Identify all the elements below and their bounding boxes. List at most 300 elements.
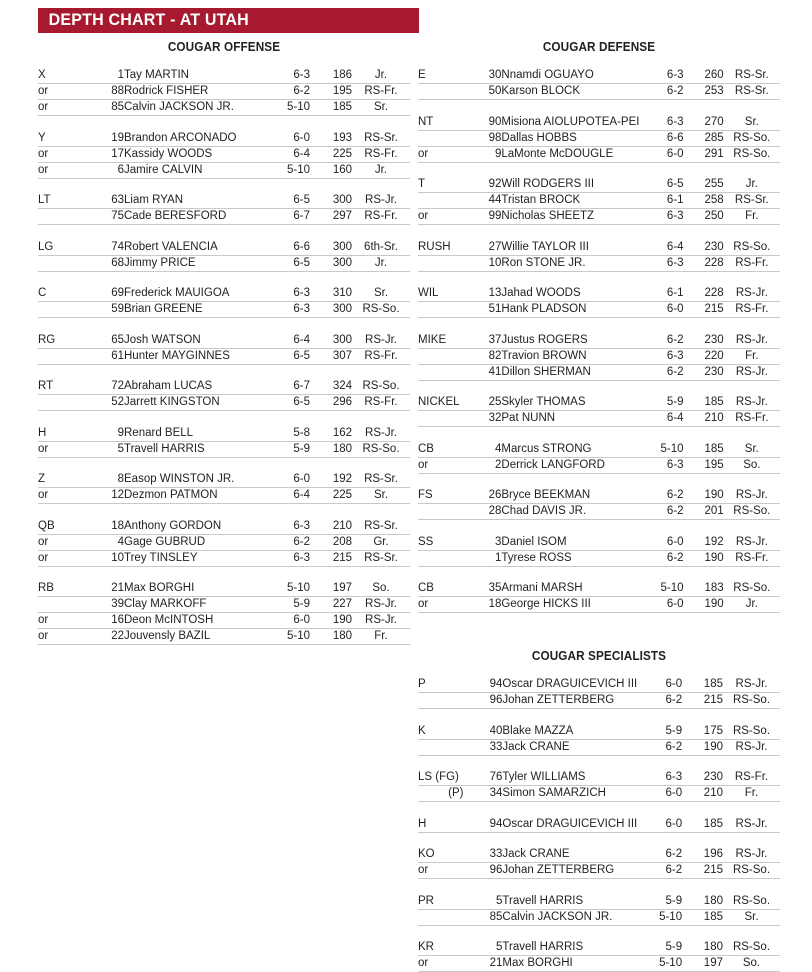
depth-row: [38, 131, 410, 147]
jersey-number-cell: 41: [469, 364, 501, 380]
class-year-cell: Sr.: [724, 115, 780, 131]
player-name-cell: Robert VALENCIA: [124, 240, 264, 256]
class-year-cell: RS-Jr.: [723, 677, 780, 693]
depth-row: [38, 597, 410, 613]
group-spacer: [38, 566, 410, 581]
group-spacer: [418, 566, 780, 581]
depth-row: [418, 302, 780, 318]
position-cell: or: [38, 488, 90, 504]
class-year-cell: RS-So.: [723, 863, 780, 879]
position-cell: [418, 84, 469, 100]
height-cell: 6-2: [637, 693, 682, 709]
class-year-cell: RS-Jr.: [352, 613, 410, 629]
depth-row: [38, 84, 410, 100]
jersey-number-cell: 4: [469, 442, 501, 458]
jersey-number-cell: 85: [90, 100, 124, 116]
position-cell: MIKE: [418, 333, 469, 349]
position-cell: or: [38, 629, 90, 645]
offense-column: [38, 40, 410, 645]
defense-section-title: COUGAR DEFENSE: [542, 40, 656, 54]
depth-row: [38, 348, 410, 364]
depth-row: [38, 395, 410, 411]
jersey-number-cell: 98: [469, 130, 501, 146]
jersey-number-cell: 6: [90, 162, 124, 178]
jersey-number-cell: 5: [469, 940, 502, 956]
class-year-cell: So.: [352, 581, 410, 597]
class-year-cell: RS-Sr.: [352, 472, 410, 488]
player-name-cell: Calvin JACKSON JR.: [502, 909, 637, 925]
weight-cell: 258: [684, 193, 724, 209]
group-spacer: [418, 473, 780, 488]
position-cell: or: [38, 550, 90, 566]
class-year-cell: RS-Sr.: [724, 68, 780, 84]
jersey-number-cell: 85: [469, 909, 502, 925]
position-cell: [38, 209, 90, 225]
position-cell: PR: [418, 894, 469, 910]
weight-cell: 250: [684, 209, 724, 225]
weight-cell: 220: [684, 348, 724, 364]
height-cell: 6-1: [639, 286, 683, 302]
jersey-number-cell: 69: [90, 286, 124, 302]
player-name-cell: Trey TINSLEY: [124, 550, 264, 566]
player-name-cell: Jahad WOODS: [501, 286, 639, 302]
depth-row: [418, 364, 780, 380]
height-cell: 6-3: [637, 770, 682, 786]
depth-row: [38, 550, 410, 566]
group-spacer: [38, 178, 410, 193]
weight-cell: 180: [310, 629, 352, 645]
player-name-cell: Bryce BEEKMAN: [501, 488, 639, 504]
group-spacer-cell: [418, 318, 780, 333]
player-name-cell: Brandon ARCONADO: [124, 131, 264, 147]
depth-row: [418, 581, 780, 597]
position-cell: P: [418, 677, 469, 693]
offense-table-body: [38, 68, 410, 645]
depth-row: [38, 209, 410, 225]
depth-row: [418, 863, 780, 879]
height-cell: 6-2: [639, 84, 683, 100]
height-cell: 6-3: [264, 286, 310, 302]
weight-cell: 185: [682, 677, 723, 693]
player-name-cell: Max BORGHI: [124, 581, 264, 597]
depth-row: [418, 209, 780, 225]
jersey-number-cell: 35: [469, 581, 501, 597]
position-cell: QB: [38, 519, 90, 535]
height-cell: 6-4: [264, 146, 310, 162]
weight-cell: 270: [684, 115, 724, 131]
weight-cell: 197: [310, 581, 352, 597]
height-cell: 6-3: [639, 68, 683, 84]
position-cell: [418, 411, 469, 427]
depth-row: [38, 581, 410, 597]
group-spacer-cell: [38, 566, 410, 581]
group-spacer-cell: [38, 504, 410, 519]
jersey-number-cell: 26: [469, 488, 501, 504]
player-name-cell: Jouvensly BAZIL: [124, 629, 264, 645]
player-name-cell: Rodrick FISHER: [124, 84, 264, 100]
class-year-cell: RS-Jr.: [724, 535, 780, 551]
height-cell: 6-5: [264, 255, 310, 271]
group-spacer: [38, 411, 410, 426]
player-name-cell: George HICKS III: [501, 597, 639, 613]
player-name-cell: Nicholas SHEETZ: [501, 209, 639, 225]
jersey-number-cell: 10: [90, 550, 124, 566]
player-name-cell: Marcus STRONG: [501, 442, 639, 458]
height-cell: 6-0: [264, 131, 310, 147]
specialists-depth-table: [418, 677, 780, 972]
player-name-cell: Dillon SHERMAN: [501, 364, 639, 380]
depth-row: [418, 550, 780, 566]
position-cell: [418, 193, 469, 209]
player-name-cell: Derrick LANGFORD: [501, 457, 639, 473]
jersey-number-cell: 8: [90, 472, 124, 488]
position-cell: KO: [418, 847, 469, 863]
group-spacer-cell: [418, 473, 780, 488]
class-year-cell: RS-So.: [724, 504, 780, 520]
class-year-cell: RS-Jr.: [352, 426, 410, 442]
depth-row: [418, 442, 780, 458]
weight-cell: 190: [684, 597, 724, 613]
jersey-number-cell: 76: [469, 770, 502, 786]
class-year-cell: RS-Fr.: [724, 411, 780, 427]
weight-cell: 190: [682, 739, 723, 755]
player-name-cell: Deon McINTOSH: [124, 613, 264, 629]
height-cell: 5-9: [637, 940, 682, 956]
weight-cell: 185: [684, 395, 724, 411]
depth-row: [38, 472, 410, 488]
weight-cell: 185: [310, 100, 352, 116]
weight-cell: 253: [684, 84, 724, 100]
jersey-number-cell: 33: [469, 739, 502, 755]
position-cell: NT: [418, 115, 469, 131]
player-name-cell: Josh WATSON: [124, 333, 264, 349]
depth-row: [418, 84, 780, 100]
player-name-cell: Travell HARRIS: [502, 940, 637, 956]
height-cell: 6-0: [264, 613, 310, 629]
group-spacer-cell: [418, 832, 780, 847]
jersey-number-cell: 63: [90, 193, 124, 209]
group-spacer-cell: [38, 116, 410, 131]
player-name-cell: Kassidy WOODS: [124, 146, 264, 162]
group-spacer-cell: [418, 380, 780, 395]
group-spacer-cell: [418, 709, 780, 724]
weight-cell: 230: [684, 240, 724, 256]
weight-cell: 324: [310, 379, 352, 395]
class-year-cell: Gr.: [352, 534, 410, 550]
player-name-cell: Dallas HOBBS: [501, 130, 639, 146]
class-year-cell: Jr.: [352, 68, 410, 84]
height-cell: 6-6: [639, 130, 683, 146]
group-spacer: [418, 520, 780, 535]
class-year-cell: RS-Sr.: [724, 193, 780, 209]
jersey-number-cell: 18: [469, 597, 501, 613]
position-cell: [418, 739, 469, 755]
depth-row: [418, 909, 780, 925]
class-year-cell: RS-Jr.: [352, 193, 410, 209]
position-cell: WIL: [418, 286, 469, 302]
player-name-cell: Jack CRANE: [502, 847, 637, 863]
jersey-number-cell: 34: [469, 786, 502, 802]
class-year-cell: RS-Fr.: [352, 209, 410, 225]
height-cell: 6-0: [637, 677, 682, 693]
depth-row: [418, 677, 780, 693]
player-name-cell: Will RODGERS III: [501, 177, 639, 193]
group-spacer: [418, 318, 780, 333]
jersey-number-cell: 1: [469, 550, 501, 566]
position-cell: [38, 302, 90, 318]
player-name-cell: LaMonte McDOUGLE: [501, 146, 639, 162]
depth-row: [38, 240, 410, 256]
class-year-cell: RS-So.: [724, 130, 780, 146]
group-spacer: [38, 318, 410, 333]
jersey-number-cell: 94: [469, 817, 502, 833]
specialists-section-title: COUGAR SPECIALISTS: [531, 649, 667, 663]
weight-cell: 210: [684, 411, 724, 427]
height-cell: 5-8: [264, 426, 310, 442]
weight-cell: 228: [684, 255, 724, 271]
jersey-number-cell: 74: [90, 240, 124, 256]
class-year-cell: RS-Fr.: [352, 395, 410, 411]
position-cell: K: [418, 724, 469, 740]
position-cell: RB: [38, 581, 90, 597]
jersey-number-cell: 32: [469, 411, 501, 427]
class-year-cell: Sr.: [352, 488, 410, 504]
jersey-number-cell: 37: [469, 333, 501, 349]
group-spacer-cell: [38, 411, 410, 426]
height-cell: 6-2: [639, 504, 683, 520]
player-name-cell: Tyler WILLIAMS: [502, 770, 637, 786]
position-cell: LT: [38, 193, 90, 209]
position-cell: or: [418, 956, 469, 972]
depth-row: [418, 786, 780, 802]
weight-cell: 190: [684, 488, 724, 504]
jersey-number-cell: 21: [90, 581, 124, 597]
position-cell: [418, 693, 469, 709]
class-year-cell: Jr.: [724, 597, 780, 613]
depth-row: [418, 597, 780, 613]
position-cell: or: [418, 863, 469, 879]
group-spacer-cell: [418, 427, 780, 442]
height-cell: 5-10: [639, 442, 683, 458]
depth-row: [418, 333, 780, 349]
depth-row: [38, 441, 410, 457]
group-spacer-cell: [38, 364, 410, 379]
height-cell: 6-3: [264, 68, 310, 84]
jersey-number-cell: 9: [90, 426, 124, 442]
depth-row: [418, 488, 780, 504]
jersey-number-cell: 59: [90, 302, 124, 318]
player-name-cell: Oscar DRAGUICEVICH III: [502, 677, 637, 693]
class-year-cell: 6th-Sr.: [352, 240, 410, 256]
height-cell: 5-10: [639, 581, 683, 597]
group-spacer-cell: [418, 879, 780, 894]
position-cell: or: [38, 441, 90, 457]
depth-row: [418, 847, 780, 863]
position-cell: Y: [38, 131, 90, 147]
weight-cell: 210: [310, 519, 352, 535]
position-cell: or: [38, 162, 90, 178]
class-year-cell: RS-Jr.: [724, 333, 780, 349]
depth-row: [418, 411, 780, 427]
height-cell: 5-9: [639, 395, 683, 411]
depth-row: [38, 302, 410, 318]
weight-cell: 180: [682, 894, 723, 910]
group-spacer: [38, 271, 410, 286]
jersey-number-cell: 30: [469, 68, 501, 84]
group-spacer-cell: [418, 100, 780, 115]
player-name-cell: Cade BERESFORD: [124, 209, 264, 225]
jersey-number-cell: 4: [90, 534, 124, 550]
height-cell: 6-7: [264, 379, 310, 395]
weight-cell: 195: [684, 457, 724, 473]
height-cell: 6-6: [264, 240, 310, 256]
class-year-cell: RS-Jr.: [724, 488, 780, 504]
depth-row: [38, 534, 410, 550]
class-year-cell: Sr.: [352, 286, 410, 302]
height-cell: 6-0: [264, 472, 310, 488]
weight-cell: 185: [682, 817, 723, 833]
group-spacer-cell: [418, 802, 780, 817]
jersey-number-cell: 96: [469, 863, 502, 879]
depth-row: [38, 488, 410, 504]
height-cell: 6-3: [639, 115, 683, 131]
group-spacer: [38, 116, 410, 131]
weight-cell: 296: [310, 395, 352, 411]
position-cell: RT: [38, 379, 90, 395]
position-cell: [418, 255, 469, 271]
position-cell: (P): [418, 786, 469, 802]
weight-cell: 225: [310, 146, 352, 162]
height-cell: 6-2: [637, 847, 682, 863]
weight-cell: 310: [310, 286, 352, 302]
weight-cell: 175: [682, 724, 723, 740]
jersey-number-cell: 96: [469, 693, 502, 709]
depth-row: [38, 629, 410, 645]
player-name-cell: Liam RYAN: [124, 193, 264, 209]
jersey-number-cell: 61: [90, 348, 124, 364]
group-spacer: [418, 925, 780, 940]
height-cell: 6-3: [264, 302, 310, 318]
class-year-cell: RS-Fr.: [352, 84, 410, 100]
jersey-number-cell: 88: [90, 84, 124, 100]
depth-row: [418, 146, 780, 162]
depth-row: [418, 286, 780, 302]
position-cell: [418, 909, 469, 925]
height-cell: 5-10: [637, 956, 682, 972]
weight-cell: 300: [310, 240, 352, 256]
height-cell: 6-2: [639, 488, 683, 504]
height-cell: 6-1: [639, 193, 683, 209]
position-cell: [418, 504, 469, 520]
position-cell: [418, 348, 469, 364]
position-cell: or: [38, 84, 90, 100]
height-cell: 6-4: [639, 411, 683, 427]
position-cell: H: [38, 426, 90, 442]
player-name-cell: Blake MAZZA: [502, 724, 637, 740]
player-name-cell: Willie TAYLOR III: [501, 240, 639, 256]
weight-cell: 300: [310, 302, 352, 318]
player-name-cell: Hank PLADSON: [501, 302, 639, 318]
defense-column: [418, 40, 780, 972]
offense-depth-table: [38, 68, 410, 645]
weight-cell: 201: [684, 504, 724, 520]
jersey-number-cell: 27: [469, 240, 501, 256]
depth-row: [38, 193, 410, 209]
position-cell: [418, 302, 469, 318]
height-cell: 6-2: [639, 364, 683, 380]
position-cell: [418, 130, 469, 146]
class-year-cell: RS-So.: [723, 693, 780, 709]
group-spacer: [418, 802, 780, 817]
player-name-cell: Jimmy PRICE: [124, 255, 264, 271]
position-cell: Z: [38, 472, 90, 488]
player-name-cell: Chad DAVIS JR.: [501, 504, 639, 520]
height-cell: 6-2: [639, 333, 683, 349]
jersey-number-cell: 92: [469, 177, 501, 193]
player-name-cell: Jarrett KINGSTON: [124, 395, 264, 411]
jersey-number-cell: 16: [90, 613, 124, 629]
position-cell: [418, 550, 469, 566]
height-cell: 6-0: [637, 817, 682, 833]
height-cell: 6-3: [264, 519, 310, 535]
group-spacer: [418, 879, 780, 894]
class-year-cell: RS-Sr.: [724, 84, 780, 100]
height-cell: 6-3: [639, 255, 683, 271]
group-spacer: [418, 427, 780, 442]
weight-cell: 307: [310, 348, 352, 364]
group-spacer: [418, 380, 780, 395]
player-name-cell: Gage GUBRUD: [124, 534, 264, 550]
class-year-cell: RS-So.: [352, 302, 410, 318]
player-name-cell: Tay MARTIN: [124, 68, 264, 84]
depth-row: [38, 333, 410, 349]
jersey-number-cell: 25: [469, 395, 501, 411]
height-cell: 6-2: [264, 534, 310, 550]
weight-cell: 186: [310, 68, 352, 84]
position-cell: CB: [418, 442, 469, 458]
position-cell: [38, 348, 90, 364]
group-spacer: [418, 709, 780, 724]
player-name-cell: Misiona AIOLUPOTEA-PEI: [501, 115, 639, 131]
weight-cell: 215: [682, 863, 723, 879]
position-cell: LS (FG): [418, 770, 469, 786]
jersey-number-cell: 39: [90, 597, 124, 613]
player-name-cell: Renard BELL: [124, 426, 264, 442]
group-spacer: [38, 504, 410, 519]
jersey-number-cell: 68: [90, 255, 124, 271]
class-year-cell: RS-Jr.: [352, 333, 410, 349]
height-cell: 6-2: [637, 739, 682, 755]
defense-table-body: [418, 68, 780, 613]
player-name-cell: Abraham LUCAS: [124, 379, 264, 395]
class-year-cell: RS-Sr.: [352, 519, 410, 535]
class-year-cell: Sr.: [724, 442, 780, 458]
weight-cell: 215: [684, 302, 724, 318]
height-cell: 5-9: [264, 597, 310, 613]
group-spacer: [418, 162, 780, 177]
class-year-cell: So.: [724, 457, 780, 473]
class-year-cell: Jr.: [724, 177, 780, 193]
position-cell: RUSH: [418, 240, 469, 256]
depth-row: [418, 348, 780, 364]
position-cell: KR: [418, 940, 469, 956]
class-year-cell: Fr.: [724, 209, 780, 225]
depth-row: [418, 68, 780, 84]
class-year-cell: RS-So.: [724, 581, 780, 597]
depth-row: [38, 379, 410, 395]
depth-row: [418, 395, 780, 411]
player-name-cell: Tyrese ROSS: [501, 550, 639, 566]
